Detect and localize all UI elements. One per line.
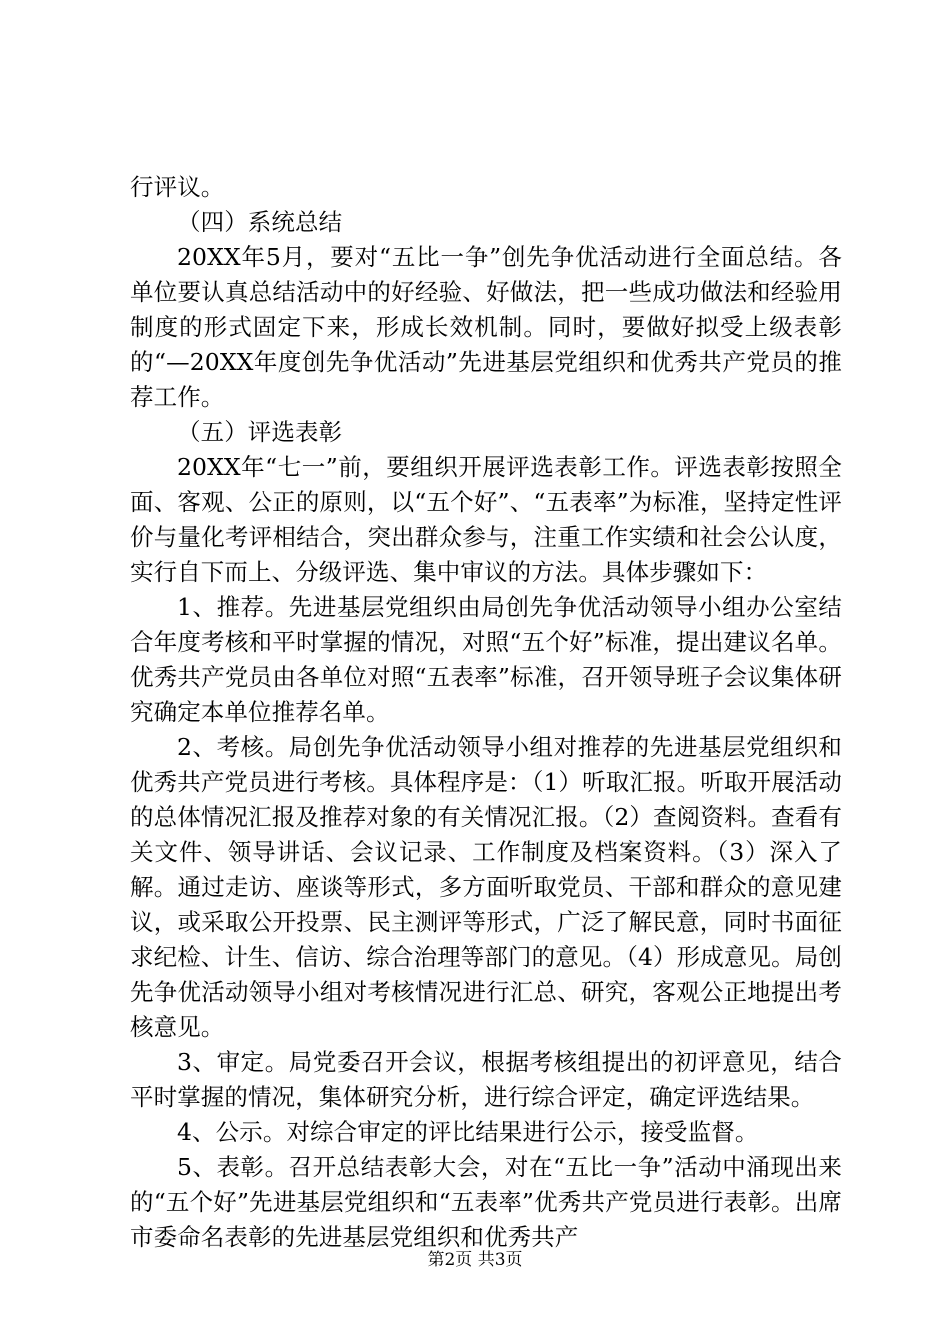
paragraph-step-publicize: 4、公示。对综合审定的评比结果进行公示，接受监督。 [177,1118,759,1146]
section-heading-commendation: （五）评选表彰 [177,418,343,446]
paragraph-commendation-intro: 20XX年“七一”前，要组织开展评选表彰工作。评选表彰按照全面、客观、公正的原则，以“五个好”、“五表率”为标准，坚持定性评价与量化考评相结合，突出群众参与，注重工作实绩和社会公认度，实行自下而上、分级评选、集中审议的方法。具体步骤如下： [130,453,842,586]
paragraph-continuation: 行评议。 [130,173,225,201]
paragraph-step-recommend: 1、推荐。先进基层党组织由局创先争优活动领导小组办公室结合年度考核和平时掌握的情况，对照“五个好”标准，提出建议名单。优秀共产党员由各单位对照“五表率”标准，召开领导班子会议集体研究确定本单位推荐名单。 [130,593,842,726]
paragraph-step-assess: 2、考核。局创先争优活动领导小组对推荐的先进基层党组织和优秀共产党员进行考核。具体程序是：（1）听取汇报。听取开展活动的总体情况汇报及推荐对象的有关情况汇报。（2）查阅资料。查看有关文件、领导讲话、会议记录、工作制度及档案资料。（3）深入了解。通过走访、座谈等形式，多方面听取党员、干部和群众的意见建议，或采取公开投票、民主测评等形式，广泛了解民意，同时书面征求纪检、计生、信访、综合治理等部门的意见。（4）形成意见。局创先争优活动领导小组对考核情况进行汇总、研究，客观公正地提出考核意见。 [130,733,842,1041]
paragraph-summary: 20XX年5月，要对“五比一争”创先争优活动进行全面总结。各单位要认真总结活动中的好经验、好做法，把一些成功做法和经验用制度的形式固定下来，形成长效机制。同时，要做好拟受上级表彰的“—20XX年度创先争优活动”先进基层党组织和优秀共产党员的推荐工作。 [130,243,842,411]
paragraph-step-approve: 3、审定。局党委召开会议，根据考核组提出的初评意见，结合平时掌握的情况，集体研究分析，进行综合评定，确定评选结果。 [130,1048,842,1111]
paragraph-step-commend: 5、表彰。召开总结表彰大会，对在“五比一争”活动中涌现出来的“五个好”先进基层党组织和“五表率”优秀共产党员进行表彰。出席市委命名表彰的先进基层党组织和优秀共产 [130,1153,842,1251]
page-footer: 第2页 共3页 [427,1250,523,1270]
section-heading-summary: （四）系统总结 [177,208,343,236]
document-body [130,170,842,1255]
